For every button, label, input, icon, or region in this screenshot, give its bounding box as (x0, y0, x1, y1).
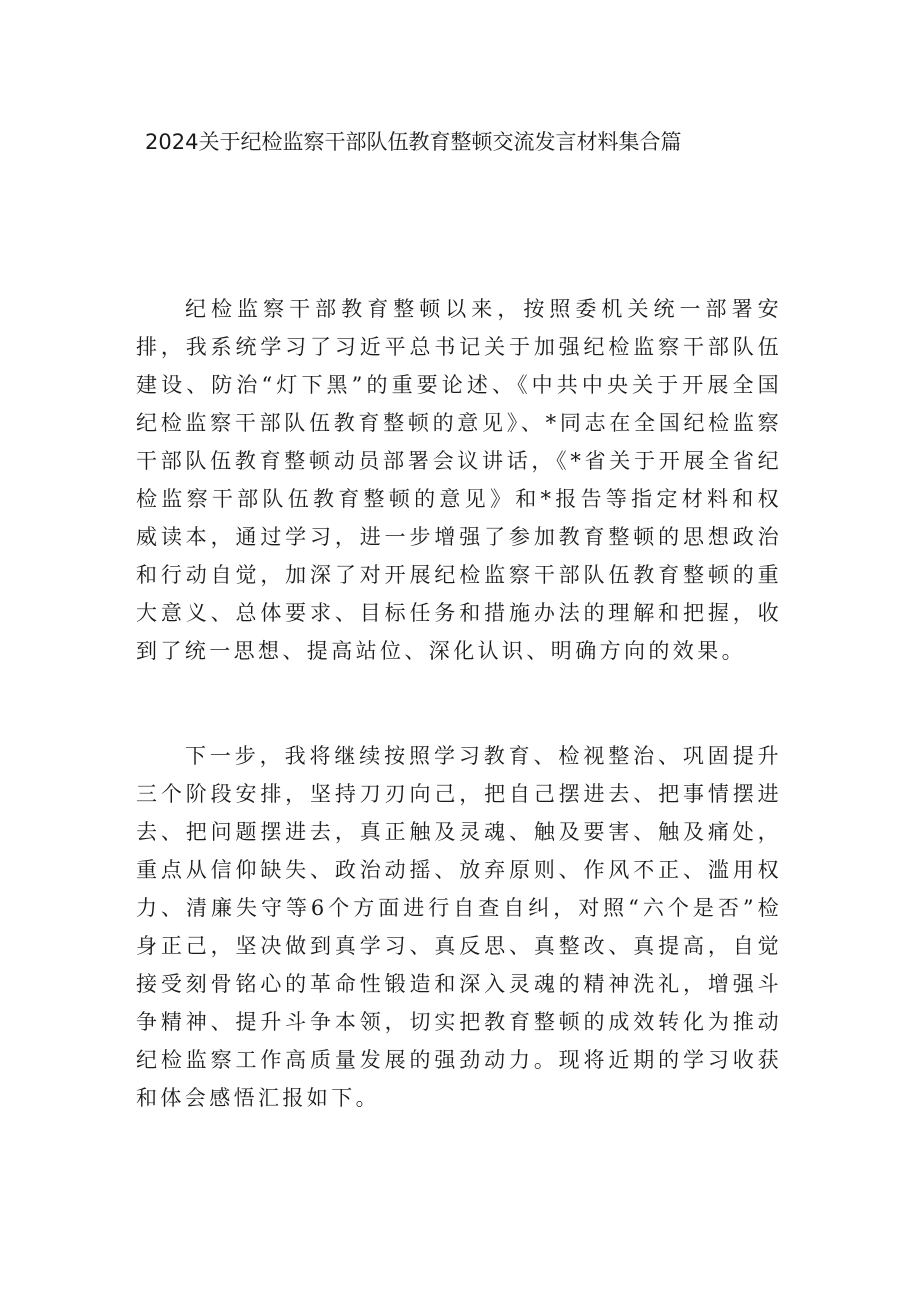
document-title: 2024关于纪检监察干部队伍教育整顿交流发言材料集合篇 (145, 130, 682, 154)
body-paragraph-1: 纪检监察干部教育整顿以来，按照委机关统一部署安排，我系统学习了习近平总书记关于加强纪检监察干部队伍建设、防治“灯下黑”的重要论述、《中共中央关于开展全国纪检监察干部队伍教育整顿的意见》、*同志在全国纪检监察干部队伍教育整顿动员部署会议讲话，《*省关于开展全省纪检监察干部队伍教育整顿的意见》和*报告等指定材料和权威读本，通过学习，进一步增强了参加教育整顿的思想政治和行动自觉，加深了对开展纪检监察干部队伍教育整顿的重大意义、总体要求、目标任务和措施办法的理解和把握，收到了统一思想、提高站位、深化认识、明确方向的效果。 (136, 297, 782, 663)
body-paragraph-2: 下一步，我将继续按照学习教育、检视整治、巩固提升三个阶段安排，坚持刀刃向己，把自己摆进去、把事情摆进去、把问题摆进去，真正触及灵魂、触及要害、触及痛处，重点从信仰缺失、政治动摇、放弃原则、作风不正、滥用权力、清廉失守等6个方面进行自查自纠，对照“六个是否”检身正己，坚决做到真学习、真反思、真整改、真提高，自觉接受刻骨铭心的革命性锻造和深入灵魂的精神洗礼，增强斗争精神、提升斗争本领，切实把教育整顿的成效转化为推动纪检监察工作高质量发展的强劲动力。现将近期的学习收获和体会感悟汇报如下。 (136, 744, 782, 1110)
